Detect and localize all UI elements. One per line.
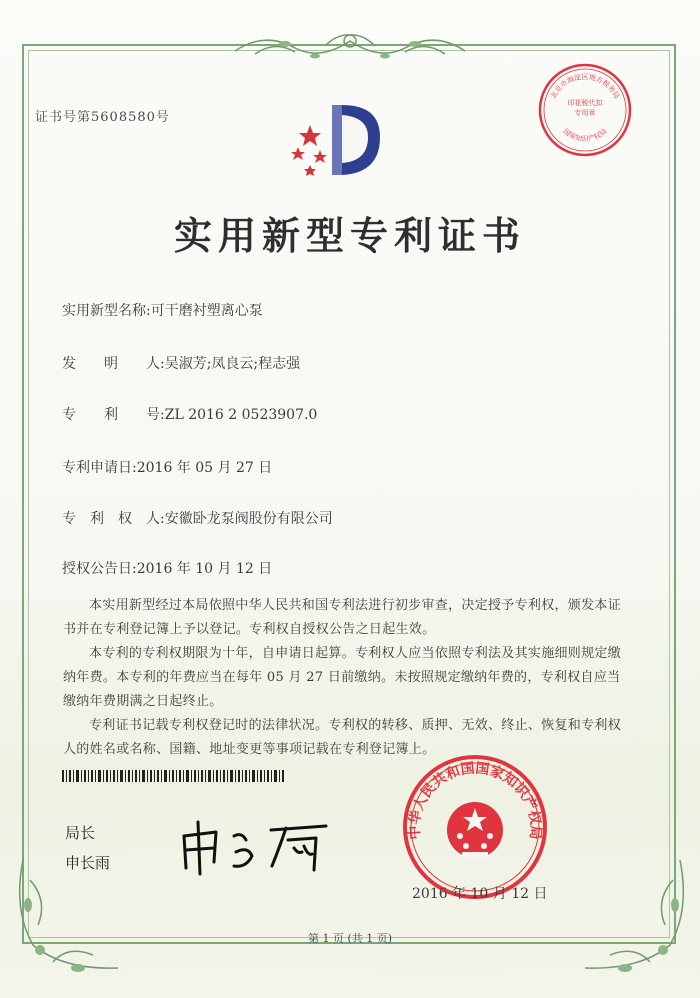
field-value: 2016 年 10 月 12 日	[136, 561, 273, 577]
field-value: 吴淑芳;凤良云;程志强	[164, 356, 301, 372]
field-grant-date	[62, 558, 272, 578]
director-title: 局长	[65, 824, 96, 842]
patent-office-logo	[280, 95, 400, 185]
director-signature	[176, 816, 336, 876]
field-utility-model-name	[62, 300, 263, 320]
field-label: 实用新型名称:	[62, 303, 151, 319]
seal-date: 2016 年 10 月 12 日	[412, 886, 548, 902]
field-value: 2016 年 05 月 27 日	[136, 460, 273, 476]
small-seal-center: 印花税代扣专用章	[567, 99, 603, 117]
body-paragraph-1: 本实用新型经过本局依照中华人民共和国专利法进行初步审查，决定授予专利权，颁发本证书并在专利登记簿上予以登记。专利权自授权公告之日起生效。	[63, 598, 622, 637]
tax-stamp-seal	[535, 60, 635, 160]
top-ornament	[225, 26, 475, 66]
field-inventors	[62, 353, 300, 373]
certificate-number: 证书号第5608580号	[35, 110, 170, 125]
bottom-right-ornament	[565, 850, 695, 980]
field-label: 专 利 权 人:	[62, 511, 165, 527]
svg-text:北京市海淀区地方税务局	[548, 72, 620, 100]
page-number: 第 1 页 (共 1 页)	[307, 932, 393, 945]
body-paragraph-3: 专利证书记载专利权登记时的法律状况。专利权的转移、质押、无效、终止、恢复和专利权人的姓名或名称、国籍、地址变更等事项记载在专利登记簿上。	[63, 718, 622, 757]
small-seal-text: 北京市海淀区地方税务局	[549, 73, 621, 100]
small-seal-bottom: 国家知识产权局	[561, 127, 609, 144]
field-label: 专利申请日:	[62, 460, 137, 476]
field-label: 发 明 人:	[62, 356, 165, 372]
field-label: 专 利 号:	[62, 407, 165, 423]
field-patent-number	[62, 404, 317, 424]
field-value: 可干磨衬塑离心泵	[150, 303, 263, 319]
field-patentee	[62, 508, 333, 528]
body-paragraph-2: 本专利的专利权期限为十年，自申请日起算。专利权人应当依照专利法及其实施细则规定缴纳年费。本专利的年费应当在每年 05 月 27 日前缴纳。未按照规定缴纳年费的，专利权自应当缴纳年费期满之日起终止。	[63, 646, 622, 709]
director-name: 申长雨	[65, 854, 111, 872]
barcode	[62, 770, 284, 782]
field-label: 授权公告日:	[62, 561, 137, 577]
cnipa-official-seal	[400, 752, 550, 902]
big-seal-text: 中华人民共和国国家知识产权局	[406, 760, 544, 840]
field-value: 安徽卧龙泵阀股份有限公司	[164, 511, 333, 527]
field-application-date	[62, 457, 272, 477]
svg-text:国家知识产权局	[562, 127, 609, 144]
certificate-title: 实用新型专利证书	[173, 213, 526, 258]
field-value: ZL 2016 2 0523907.0	[164, 407, 318, 423]
